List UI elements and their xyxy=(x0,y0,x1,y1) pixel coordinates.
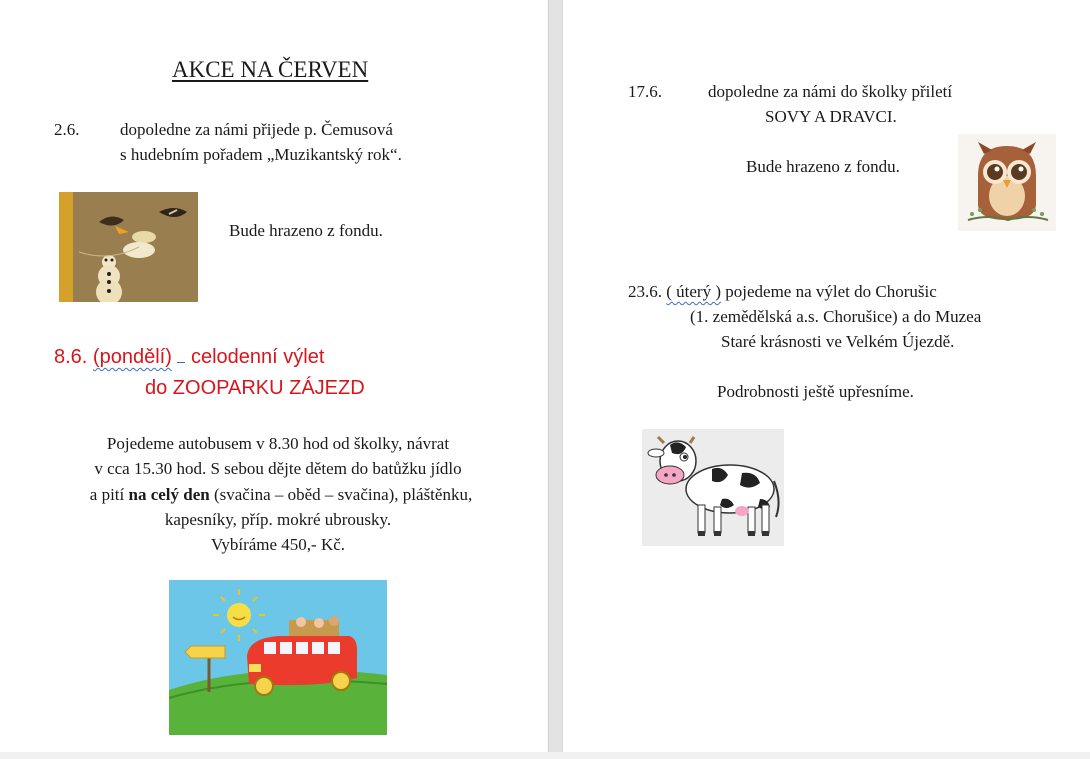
event-day: ( úterý ) xyxy=(666,282,722,301)
trip-description-line: v cca 15.30 hod. S sebou dějte dětem do batůžku jídlo xyxy=(94,459,462,478)
trip-description-line: Pojedeme autobusem v 8.30 hod od školky, návrat xyxy=(106,434,450,453)
bird-collage-image xyxy=(59,192,198,302)
funding-note: Bude hrazeno z fondu. xyxy=(229,221,383,240)
event-date-23-6 xyxy=(628,282,937,302)
details-note: Podrobnosti ještě upřesníme. xyxy=(717,382,914,401)
trip-description-line: kapesníky, příp. mokré ubrousky. xyxy=(164,510,392,529)
event-day: (pondělí) xyxy=(92,346,172,368)
document-page-left xyxy=(0,0,548,752)
event-text: celodenní výlet xyxy=(190,346,325,368)
event-text-line: (1. zemědělská a.s. Chorušice) a do Muzea xyxy=(690,307,982,326)
owl-image xyxy=(958,134,1056,231)
event-destination: do ZOOPARKU ZÁJEZD xyxy=(145,377,365,399)
event-text-line: dopoledne za námi do školky přiletí xyxy=(708,82,953,101)
event-date: 23.6. xyxy=(628,282,662,301)
page-separator xyxy=(548,0,563,752)
price-line: Vybíráme 450,- Kč. xyxy=(210,535,346,554)
cow-image xyxy=(642,429,784,546)
bus-drawing-image xyxy=(169,580,387,735)
event-text-line: dopoledne za námi přijede p. Čemusová xyxy=(120,120,393,139)
event-text: pojedeme na výlet do Chorušic xyxy=(725,282,937,301)
funding-note: Bude hrazeno z fondu. xyxy=(746,157,900,176)
event-date-8-6 xyxy=(54,345,324,369)
status-bar xyxy=(0,752,1090,759)
event-text-line: Staré krásnosti ve Velkém Újezdě. xyxy=(721,332,955,351)
event-date-2-6: 2.6. xyxy=(54,120,80,139)
page-title: AKCE NA ČERVEN xyxy=(172,57,369,82)
event-text-line: s hudebním pořadem „Muzikantský rok“. xyxy=(120,145,402,164)
document-page-right xyxy=(563,0,1090,752)
bold-emphasis: na celý den xyxy=(128,485,210,504)
event-date-17-6: 17.6. xyxy=(628,82,662,101)
event-highlight: SOVY A DRAVCI. xyxy=(765,107,897,126)
trip-description-line: a pití na celý den (svačina – oběd – svačina), pláštěnku, xyxy=(89,485,473,504)
event-date: 8.6. xyxy=(54,346,88,368)
